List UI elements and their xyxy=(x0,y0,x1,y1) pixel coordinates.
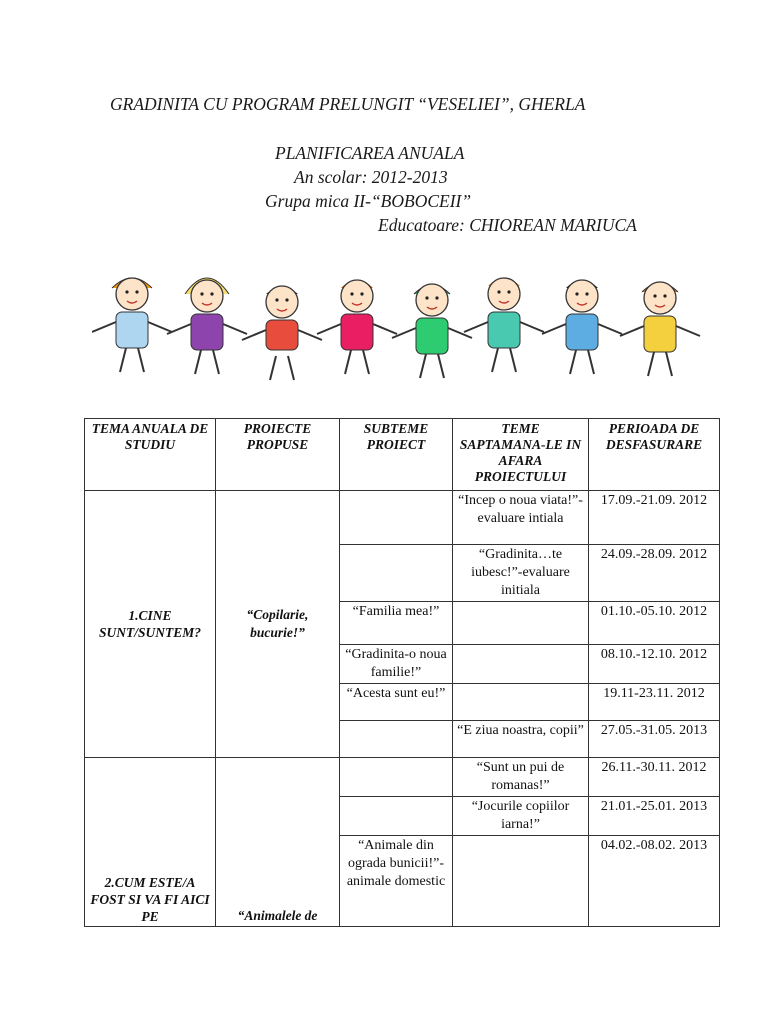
annual-theme-cell: 1.CINE SUNT/SUNTEM? xyxy=(85,491,216,758)
weekly-theme-cell xyxy=(453,645,589,684)
subtheme-cell xyxy=(340,797,453,836)
period-cell: 27.05.-31.05. 2013 xyxy=(589,721,720,758)
period-cell: 24.09.-28.09. 2012 xyxy=(589,545,720,602)
column-header: TEMA ANUALA DE STUDIU xyxy=(85,419,216,491)
subtheme-cell: “Acesta sunt eu!” xyxy=(340,684,453,721)
period-cell: 19.11-23.11. 2012 xyxy=(589,684,720,721)
school-year: An scolar: 2012-2013 xyxy=(294,167,448,187)
weekly-theme-cell: “Gradinita…te iubesc!”-evaluare initiala xyxy=(453,545,589,602)
project-cell: “Copilarie, bucurie!” xyxy=(216,491,340,758)
teacher-name: Educatoare: CHIOREAN MARIUCA xyxy=(378,215,637,235)
plan-title: PLANIFICAREA ANUALA xyxy=(275,143,465,163)
annual-plan-table xyxy=(84,418,720,927)
subtheme-cell: “Animale din ograda bunicii!”-animale domestic xyxy=(340,836,453,927)
subtheme-cell xyxy=(340,545,453,602)
period-cell: 21.01.-25.01. 2013 xyxy=(589,797,720,836)
subtheme-cell xyxy=(340,758,453,797)
subtheme-cell: “Familia mea!” xyxy=(340,602,453,645)
column-header: PROIECTE PROPUSE xyxy=(216,419,340,491)
weekly-theme-cell: “Incep o noua viata!”-evaluare intiala xyxy=(453,491,589,545)
weekly-theme-cell: “E ziua noastra, copii” xyxy=(453,721,589,758)
subtheme-cell: “Gradinita-o noua familie!” xyxy=(340,645,453,684)
school-title: GRADINITA CU PROGRAM PRELUNGIT “VESELIEI”, GHERLA xyxy=(110,94,586,114)
table-header-row xyxy=(85,419,720,491)
table-row xyxy=(85,491,720,545)
column-header: SUBTEME PROIECT xyxy=(340,419,453,491)
children-banner-image xyxy=(92,270,704,382)
period-cell: 17.09.-21.09. 2012 xyxy=(589,491,720,545)
weekly-theme-cell xyxy=(453,684,589,721)
project-cell: “Animalele de xyxy=(216,758,340,927)
period-cell: 26.11.-30.11. 2012 xyxy=(589,758,720,797)
column-header: TEME SAPTAMANA-LE IN AFARA PROIECTULUI xyxy=(453,419,589,491)
weekly-theme-cell xyxy=(453,602,589,645)
table-row xyxy=(85,758,720,797)
period-cell: 04.02.-08.02. 2013 xyxy=(589,836,720,927)
subtheme-cell xyxy=(340,721,453,758)
column-header: PERIOADA DE DESFASURARE xyxy=(589,419,720,491)
subtheme-cell xyxy=(340,491,453,545)
group-name: Grupa mica II-“BOBOCEII” xyxy=(265,191,472,211)
annual-theme-cell: 2.CUM ESTE/A FOST SI VA FI AICI PE xyxy=(85,758,216,927)
weekly-theme-cell: “Jocurile copiilor iarna!” xyxy=(453,797,589,836)
weekly-theme-cell xyxy=(453,836,589,927)
period-cell: 08.10.-12.10. 2012 xyxy=(589,645,720,684)
weekly-theme-cell: “Sunt un pui de romanas!” xyxy=(453,758,589,797)
period-cell: 01.10.-05.10. 2012 xyxy=(589,602,720,645)
